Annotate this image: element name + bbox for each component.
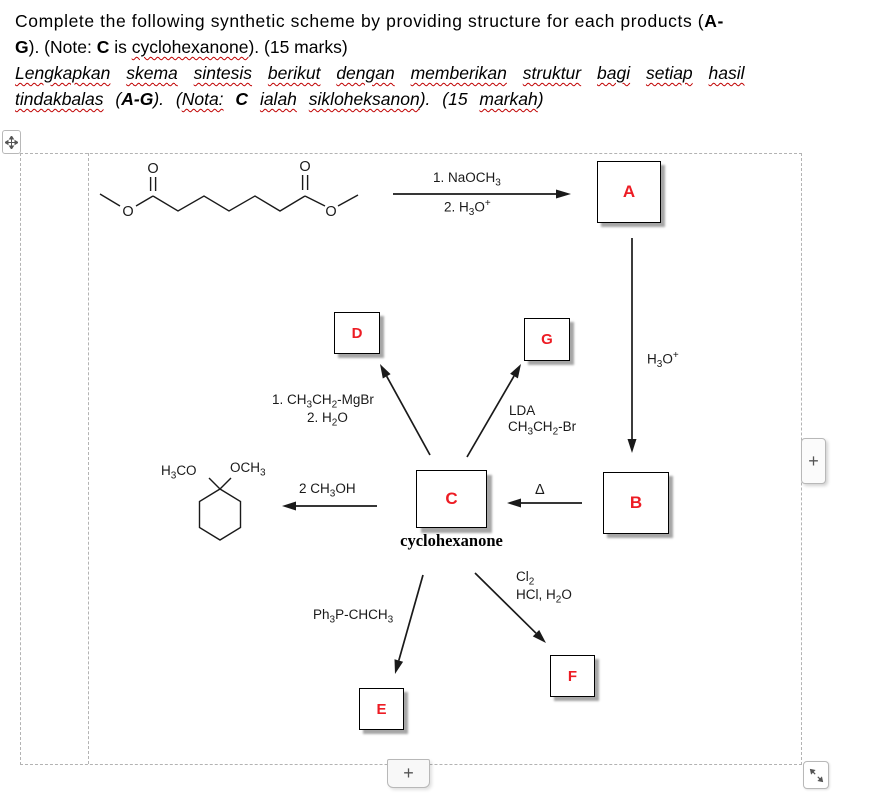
product-box-b[interactable]	[603, 472, 669, 534]
product-box-c[interactable]	[416, 470, 487, 528]
reagent-hcl-water: HCl, $H_2O$	[516, 587, 572, 606]
question-line-3-malay: Lengkapkan skema sintesis berikut dengan memberikan struktur bagi setiap hasil	[15, 63, 745, 83]
reagent-methanol: 2 $CH_3OH$	[299, 481, 356, 500]
resize-handle-button[interactable]	[803, 761, 829, 789]
reagent-grignard: 1. $CH_3CH_2$-MgBr	[272, 392, 374, 411]
question-line-1: Complete the following synthetic scheme by providing structure for each products (A-	[15, 11, 724, 31]
carbonyl-oxygen-left: O	[147, 161, 159, 177]
acetal-label-h3co: $H_3CO$	[161, 463, 197, 482]
product-letter-b: B	[629, 493, 643, 512]
resize-diagonal-icon	[809, 768, 824, 783]
reagent-h3o-step2: 2. $H_3O^+$	[444, 198, 491, 219]
canvas-inner-border	[88, 153, 89, 764]
product-letter-e: E	[376, 700, 387, 718]
ester-oxygen-left: O	[122, 204, 134, 220]
product-letter-f: F	[567, 667, 578, 685]
condition-heat-delta: Δ	[535, 482, 545, 498]
reagent-naoch3: 1. NaOCH$_3$	[433, 170, 501, 189]
product-letter-a: A	[622, 182, 636, 201]
reagent-wittig-ylide: $Ph_3P-CHCH_3$	[313, 607, 394, 626]
expand-right-button[interactable]	[801, 438, 826, 484]
reagent-h3o-hydrolysis: $H_3O^+$	[647, 350, 679, 371]
product-box-a[interactable]	[597, 161, 661, 223]
move-handle-button[interactable]	[2, 130, 21, 154]
move-icon	[5, 136, 18, 149]
reagent-grignard-water: 2. $H_2O$	[307, 410, 348, 429]
reagent-ethyl-bromide: $CH_3CH_2-Br$	[508, 419, 577, 438]
expand-bottom-button[interactable]	[387, 759, 430, 788]
product-box-g[interactable]	[524, 318, 570, 361]
plus-icon: +	[403, 763, 414, 783]
product-letter-c: C	[445, 489, 458, 508]
product-letter-d: D	[351, 324, 363, 342]
acetal-label-och3: $OCH_3$	[230, 460, 266, 479]
product-box-d[interactable]	[334, 312, 380, 354]
plus-icon: +	[808, 450, 819, 471]
question-line-2: G). (Note: C is cyclohexanone). (15 marks)	[15, 37, 348, 57]
product-box-f[interactable]	[550, 655, 595, 697]
carbonyl-oxygen-right: O	[299, 159, 311, 175]
product-letter-g: G	[541, 331, 553, 348]
reagent-chlorine: $Cl_2$	[516, 569, 535, 588]
ester-oxygen-right: O	[325, 204, 337, 220]
product-box-e[interactable]	[359, 688, 404, 730]
question-line-4-malay: tindakbalas (A-G). (Nota: C ialah sikloheksanon). (15 markah)	[15, 89, 544, 109]
caption-cyclohexanone: cyclohexanone	[400, 531, 503, 550]
reagent-lda: LDA	[509, 403, 536, 418]
drawing-canvas[interactable]	[20, 153, 802, 765]
